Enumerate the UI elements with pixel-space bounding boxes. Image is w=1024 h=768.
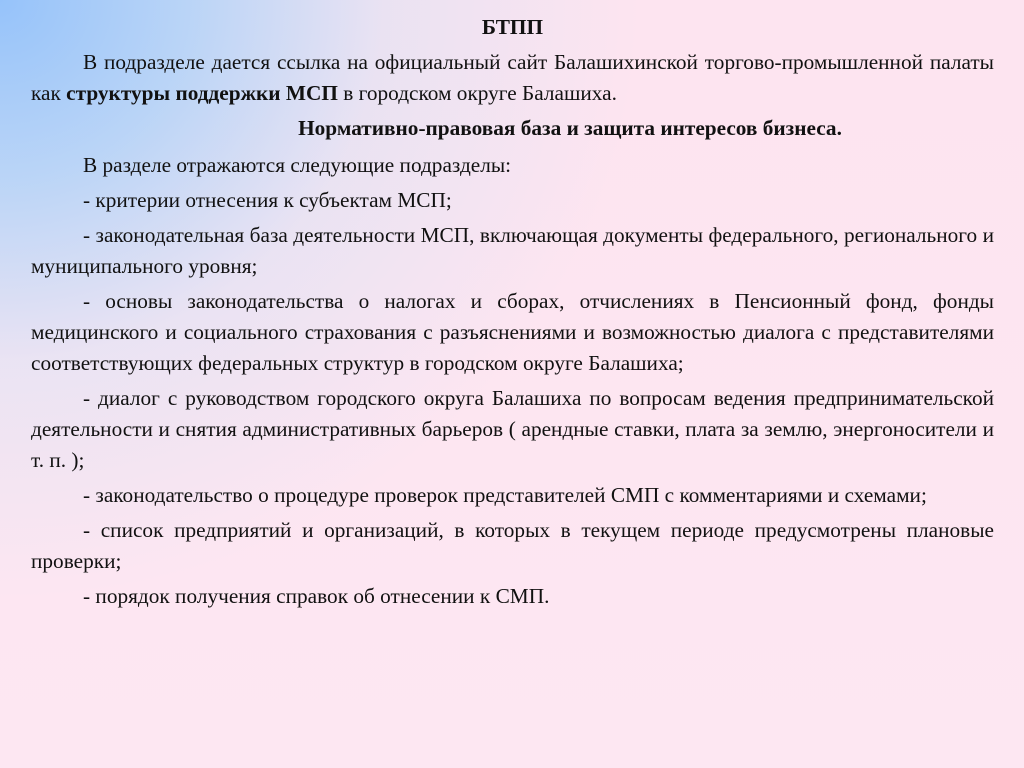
intro-text-after: в городском округе Балашиха. <box>337 81 617 105</box>
section-intro: В разделе отражаются следующие подразделы: <box>83 153 512 177</box>
slide-content <box>31 12 994 616</box>
intro-text-before: В подразделе дается ссылка на официальный сайт Балашихинской торгово-промышленной палаты как <box>31 50 994 105</box>
list-item: - основы законодательства о налогах и сборах, отчислениях в Пенсионный фонд, фонды медицинского и социального страхования с разъяснениями и возможностью диалога с представителями соответствующих федеральных структур в городском округе Балашиха; <box>31 289 994 375</box>
list-item: - список предприятий и организаций, в которых в текущем периоде предусмотрены плановые проверки; <box>31 518 994 573</box>
list-item: - критерии отнесения к субъектам МСП; <box>83 188 452 212</box>
list-item: - законодательство о процедуре проверок представителей СМП с комментариями и схемами; <box>83 483 927 507</box>
list-item: - порядок получения справок об отнесении к СМП. <box>83 584 550 608</box>
slide-title: БТПП <box>481 15 544 39</box>
list-item: - диалог с руководством городского округа Балашиха по вопросам ведения предпринимательской деятельности и снятия административных барьеров ( арендные ставки, плата за землю, энергоносители и т. п. ); <box>31 386 994 472</box>
section-title: Нормативно-правовая база и защита интересов бизнеса. <box>298 116 842 140</box>
intro-paragraph <box>31 47 994 109</box>
list-item: - законодательная база деятельности МСП, включающая документы федерального, регионального и муниципального уровня; <box>31 223 994 278</box>
intro-text-bold: структуры поддержки МСП <box>66 81 338 105</box>
